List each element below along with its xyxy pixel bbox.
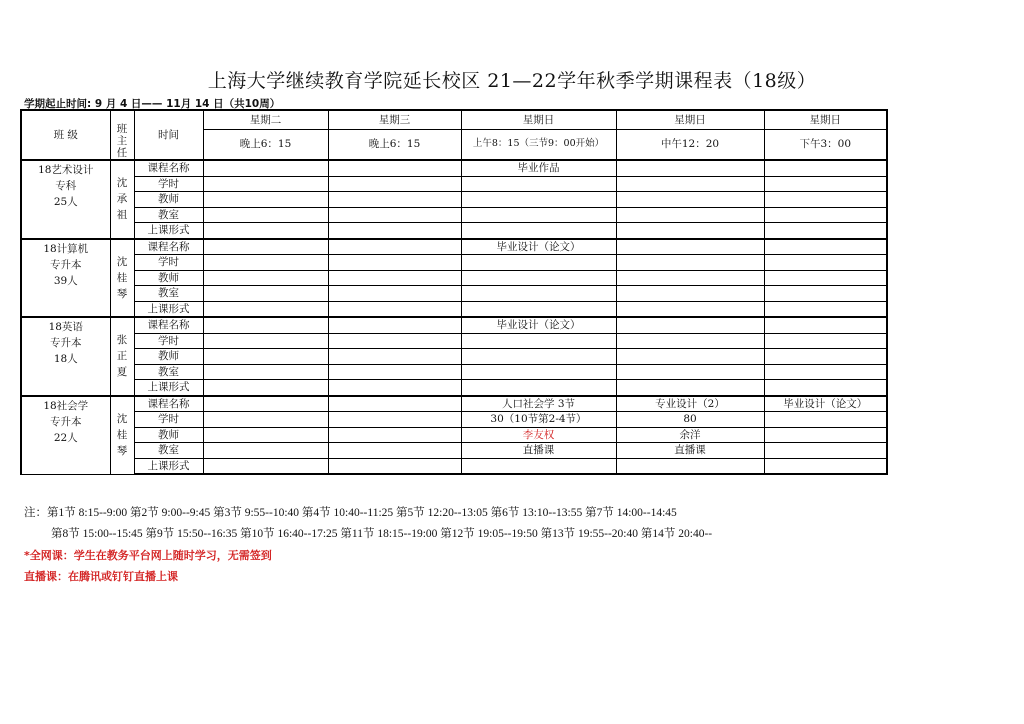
schedule-cell [203, 176, 328, 192]
table-row [21, 364, 887, 380]
schedule-cell [616, 286, 764, 302]
header-class: 班 级 [21, 110, 110, 160]
row-label: 教师 [134, 270, 203, 286]
schedule-cell [328, 192, 461, 208]
schedule-cell [764, 301, 887, 317]
table-row [21, 160, 887, 176]
schedule-cell [461, 458, 616, 474]
schedule-cell [764, 239, 887, 255]
schedule-cell [461, 207, 616, 223]
schedule-cell [328, 270, 461, 286]
schedule-cell [616, 239, 764, 255]
row-label: 学时 [134, 412, 203, 428]
schedule-cell: 毕业设计（论文） [764, 396, 887, 412]
schedule-cell [461, 286, 616, 302]
schedule-cell [328, 427, 461, 443]
row-label: 上课形式 [134, 458, 203, 474]
schedule-cell [203, 317, 328, 333]
row-label: 教室 [134, 207, 203, 223]
class-line: 专升本 [50, 258, 82, 271]
row-label: 上课形式 [134, 301, 203, 317]
class-cell [21, 317, 110, 396]
schedule-cell [616, 364, 764, 380]
schedule-cell [461, 223, 616, 239]
schedule-cell [328, 443, 461, 459]
table-row [21, 458, 887, 474]
row-label: 上课形式 [134, 223, 203, 239]
schedule-cell [764, 427, 887, 443]
schedule-cell [616, 349, 764, 365]
schedule-cell: 80 [616, 412, 764, 428]
class-line: 25人 [53, 196, 78, 208]
schedule-cell [616, 176, 764, 192]
class-line: 专升本 [50, 337, 82, 349]
schedule-cell [764, 255, 887, 271]
schedule-cell: 毕业设计（论文） [461, 317, 616, 333]
table-row [21, 317, 887, 333]
schedule-table [20, 109, 888, 475]
period-times-line-2: 第8节 15:00--15:45 第9节 15:50--16:35 第10节 16:40--17:25 第11节 18:15--19:00 第12节 19:05--19:50 第13节 19:55--20:40 第14节 20:40-- [51, 528, 713, 540]
schedule-cell [328, 223, 461, 239]
class-line: 18社会学 [43, 399, 89, 412]
schedule-cell [616, 301, 764, 317]
class-line: 18艺术设计 [38, 164, 94, 176]
schedule-cell [203, 192, 328, 208]
schedule-cell: 毕业设计（论文） [461, 239, 616, 255]
schedule-cell [203, 458, 328, 474]
header-time-slot: 上午8：15（三节9：00开始） [461, 129, 616, 160]
schedule-cell [616, 458, 764, 474]
class-line: 18英语 [48, 321, 83, 333]
schedule-cell [764, 333, 887, 349]
schedule-cell: 李友权 [461, 427, 616, 443]
header-time: 时间 [134, 110, 203, 160]
schedule-cell [203, 427, 328, 443]
class-line: 专科 [55, 180, 77, 192]
schedule-cell [203, 270, 328, 286]
head-teacher: 沈 承 祖 [110, 160, 134, 239]
schedule-cell [203, 396, 328, 412]
class-line: 专升本 [50, 415, 82, 428]
table-row [21, 239, 887, 255]
schedule-cell [203, 160, 328, 176]
schedule-cell [461, 333, 616, 349]
schedule-cell [328, 396, 461, 412]
schedule-cell [203, 207, 328, 223]
schedule-cell [764, 270, 887, 286]
schedule-cell [616, 317, 764, 333]
schedule-cell [203, 239, 328, 255]
schedule-cell [616, 255, 764, 271]
row-label: 学时 [134, 176, 203, 192]
header-time-slot: 晚上6：15 [203, 129, 328, 160]
table-row [21, 380, 887, 396]
header-day: 星期日 [616, 110, 764, 129]
header-day: 星期二 [203, 110, 328, 129]
schedule-cell [461, 192, 616, 208]
schedule-cell: 余洋 [616, 427, 764, 443]
row-label: 教师 [134, 192, 203, 208]
class-line: 39人 [53, 274, 78, 287]
footnotes [24, 503, 712, 587]
schedule-cell [328, 458, 461, 474]
schedule-cell [461, 349, 616, 365]
schedule-cell [328, 286, 461, 302]
schedule-cell [203, 380, 328, 396]
schedule-cell [764, 207, 887, 223]
row-label: 课程名称 [134, 160, 203, 176]
live-course-note: 直播课：在腾讯或钉钉直播上课 [24, 570, 178, 583]
schedule-cell [203, 223, 328, 239]
header-teacher-label: 班 主 任 [116, 123, 128, 159]
schedule-cell [203, 364, 328, 380]
schedule-cell [616, 333, 764, 349]
row-label: 教师 [134, 349, 203, 365]
schedule-cell [328, 301, 461, 317]
schedule-cell [764, 223, 887, 239]
table-row [21, 192, 887, 208]
schedule-cell [764, 364, 887, 380]
row-label: 学时 [134, 255, 203, 271]
class-cell [21, 239, 110, 318]
table-row [21, 396, 887, 412]
schedule-cell [764, 412, 887, 428]
schedule-cell [328, 349, 461, 365]
table-row [21, 427, 887, 443]
schedule-cell [461, 255, 616, 271]
head-teacher: 张 正 夏 [110, 317, 134, 396]
schedule-cell [328, 255, 461, 271]
schedule-cell [328, 412, 461, 428]
header-time-slot: 下午3：00 [764, 129, 887, 160]
row-label: 教室 [134, 443, 203, 459]
table-row [21, 286, 887, 302]
schedule-cell [616, 270, 764, 286]
schedule-cell [616, 223, 764, 239]
table-row [21, 443, 887, 459]
schedule-cell [203, 286, 328, 302]
schedule-cell [328, 160, 461, 176]
schedule-cell: 直播课 [616, 443, 764, 459]
table-row [21, 270, 887, 286]
header-day: 星期三 [328, 110, 461, 129]
table-row [21, 176, 887, 192]
schedule-cell [328, 333, 461, 349]
table-row [21, 349, 887, 365]
schedule-cell [203, 412, 328, 428]
schedule-cell [328, 207, 461, 223]
schedule-cell: 直播课 [461, 443, 616, 459]
schedule-cell: 专业设计（2） [616, 396, 764, 412]
row-label: 教师 [134, 427, 203, 443]
header-day: 星期日 [461, 110, 616, 129]
schedule-cell [328, 364, 461, 380]
schedule-cell [203, 301, 328, 317]
class-line: 22人 [53, 431, 78, 444]
row-label: 学时 [134, 333, 203, 349]
table-row [21, 412, 887, 428]
term-dates: 学期起止时间: 9 月 4 日—— 11月 14 日（共10周） [24, 98, 281, 110]
row-label: 课程名称 [134, 239, 203, 255]
class-cell [21, 160, 110, 239]
table-row [21, 301, 887, 317]
table-row [21, 333, 887, 349]
row-label: 上课形式 [134, 380, 203, 396]
schedule-cell [764, 317, 887, 333]
schedule-cell [461, 301, 616, 317]
header-day: 星期日 [764, 110, 887, 129]
schedule-cell [203, 443, 328, 459]
online-course-note: *全网课：学生在教务平台网上随时学习，无需签到 [24, 549, 272, 562]
schedule-cell [328, 317, 461, 333]
period-times-line-1: 注：第1节 8:15--9:00 第2节 9:00--9:45 第3节 9:55--10:40 第4节 10:40--11:25 第5节 12:20--13:05 第6节 13:10--13:55 第7节 14:00--14:45 [24, 507, 677, 519]
schedule-cell [328, 176, 461, 192]
schedule-cell: 人口社会学 3节 [461, 396, 616, 412]
schedule-cell [764, 192, 887, 208]
schedule-cell [764, 176, 887, 192]
class-line: 18计算机 [43, 242, 89, 255]
row-label: 课程名称 [134, 396, 203, 412]
header-teacher [110, 110, 134, 160]
class-line: 18人 [53, 353, 78, 365]
schedule-cell [328, 239, 461, 255]
schedule-cell: 30（10节第2-4节） [461, 412, 616, 428]
schedule-cell [764, 458, 887, 474]
schedule-cell [764, 349, 887, 365]
page-title: 上海大学继续教育学院延长校区 21—22学年秋季学期课程表（18级） [207, 70, 817, 92]
schedule-cell [461, 364, 616, 380]
row-label: 课程名称 [134, 317, 203, 333]
schedule-cell [764, 286, 887, 302]
head-teacher: 沈 桂 琴 [110, 396, 134, 475]
row-label: 教室 [134, 286, 203, 302]
head-teacher: 沈 桂 琴 [110, 239, 134, 318]
schedule-cell [203, 349, 328, 365]
schedule-cell: 毕业作品 [461, 160, 616, 176]
header-time-slot: 中午12：20 [616, 129, 764, 160]
schedule-cell [461, 270, 616, 286]
schedule-cell [616, 207, 764, 223]
row-label: 教室 [134, 364, 203, 380]
header-time-slot: 晚上6：15 [328, 129, 461, 160]
schedule-cell [616, 192, 764, 208]
schedule-cell [616, 380, 764, 396]
schedule-cell [764, 380, 887, 396]
table-row [21, 255, 887, 271]
schedule-cell [461, 176, 616, 192]
class-cell [21, 396, 110, 475]
table-row [21, 207, 887, 223]
table-row [21, 223, 887, 239]
schedule-cell [764, 160, 887, 176]
schedule-cell [616, 160, 764, 176]
schedule-cell [328, 380, 461, 396]
schedule-cell [461, 380, 616, 396]
schedule-cell [203, 333, 328, 349]
schedule-cell [203, 255, 328, 271]
schedule-cell [764, 443, 887, 459]
